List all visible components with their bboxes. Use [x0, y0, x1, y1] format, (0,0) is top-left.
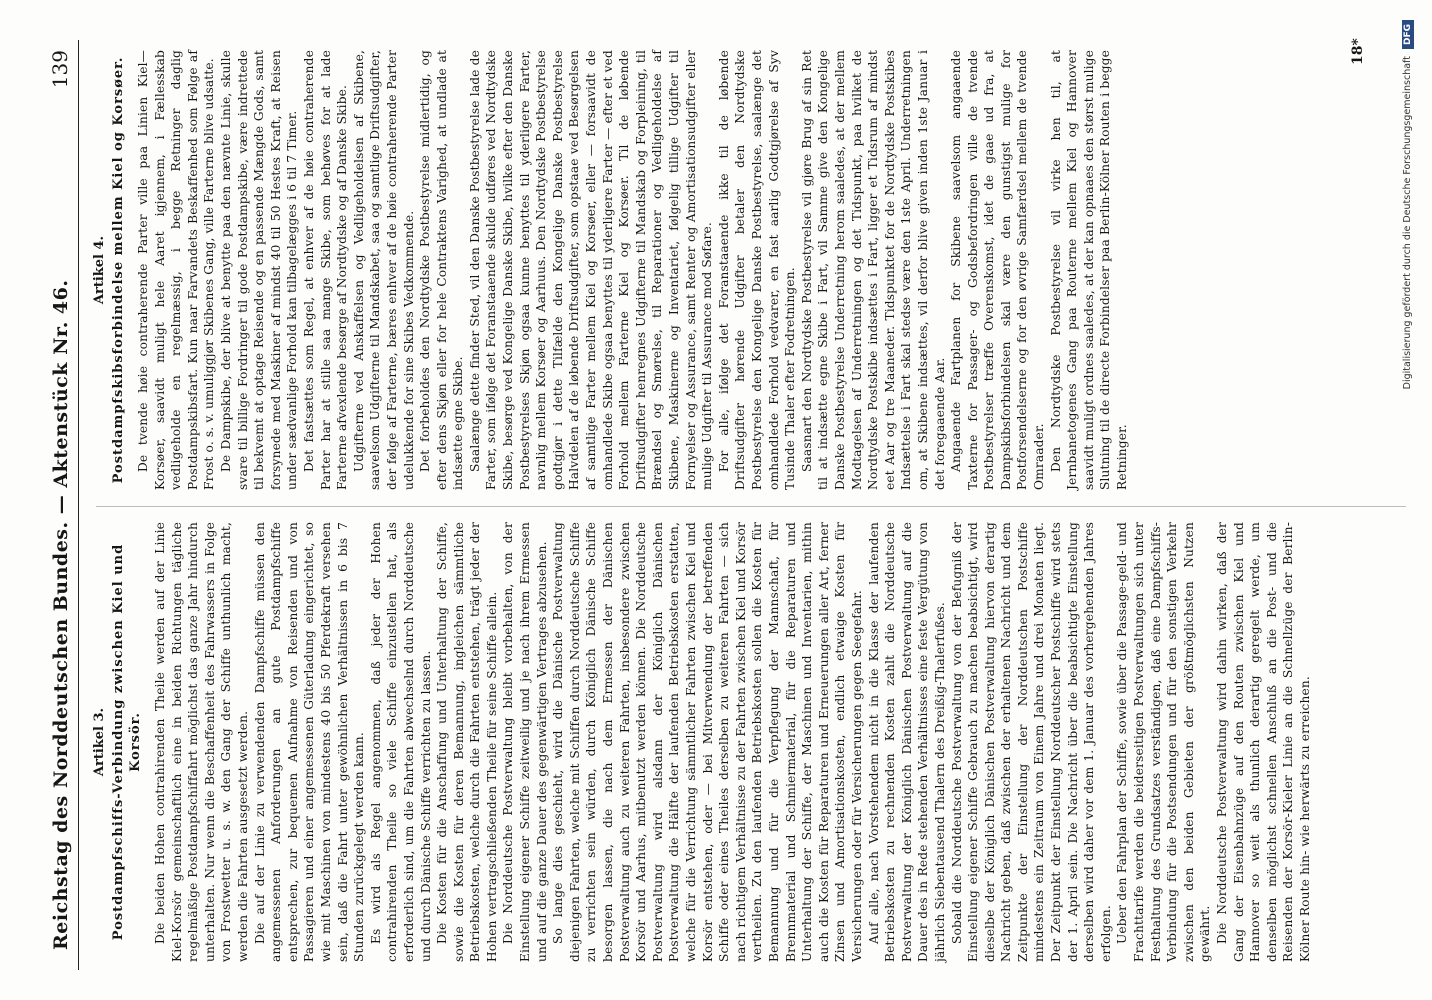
paragraph: Angaaende Fartplanen for Skibene saavelsom angaaende Taxterne for Passager- og Godsbefordringen ville de tvende Postbestyrelser træffe Overenskomst, idet de gaae ud fra, at Dampskibsforbindelsen skal være den gunstigst mulige for Postforsendelserne og for den øvrige Samfærdsel mellem de tvende Omraader.	[949, 50, 1047, 490]
danish-column	[92, 50, 1131, 490]
paragraph: Ueber den Fahrplan der Schiffe, sowie über die Passage-geld- und Frachttarife werden die beiderseitigen Postverwaltungen sich unter Festhaltung des Grundsatzes verständigen, daß eine Dampfschiffs-Verbindung für die Postsendungen und für den sonstigen Verkehr zwischen den beiden Gebieten der größtmöglichsten Nutzen gewährt.	[1115, 522, 1213, 962]
paragraph: Det fastsættes som Regel, at enhver af de høie contraherende Parter har at stille saa mange Skibe, som behøves for at lade Farterne afvexlende besørge af Nordtydske og af Danske Skibe.	[301, 50, 350, 490]
paragraph: Den Nordtydske Postbestyrelse vil virke hen til, at Jernbanetogenes Gang paa Routerne mellem Kiel og Hannover saavidt muligt ordnes saaledes, at der kan opnaaes den størst mulige Slutning til de directe Forbindelser paa Berlin-Kölner Routen i begge Retninger.	[1048, 50, 1130, 490]
dfg-logo: DFG	[1402, 20, 1414, 49]
paragraph: Die auf der Linie zu verwendenden Dampfschiffe müssen den angemessenen Anforderungen an gute Postdampfschiffe entsprechen, zur bequemen Aufnahme von Reisenden und von Passagieren und einer angemessenen Güterladung eingerichtet, so wie mit Maschinen von mindestens 40 bis 50 Pferdekraft versehen sein, daß die Fahrt unter gewöhnlichen Verhältnissen in 6 bis 7 Stunden zurückgelegt werden kann.	[252, 522, 367, 962]
paragraph: Die Norddeutsche Postverwaltung bleibt vorbehalten, von der Einstellung eigener Schiffe zeitweilig und je nach ihrem Ermessen und auf die ganze Dauer des gegenwärtigen Vertrages abzusehen.	[501, 522, 549, 962]
page-number: 139	[48, 50, 72, 89]
paragraph: De tvende høie contraherende Parter ville paa Linien Kiel—Korsøer, saavidt muligt hele Aaret igjennem, i Fællesskab vedligeholde en regelmæssig, i begge Retninger daglig Postdampskibsfart. Kun naar Farvandets Beskaffenhed som Følge af Frost o. s. v. umuliggjør Skibenes Gang, ville Farterne blive udsatte.	[136, 50, 217, 490]
paragraph: Saalænge dette finder Sted, vil den Danske Postbestyrelse lade de Farter, som ifølge det Foranstaaende skulde udføres ved Nordtydske Skibe, besørge ved Kongelige Danske Skibe, hvilke efter den Danske Postbestyrelses Skjøn ogsaa kunne benyttes til yderligere Farter, navnlig mellem Korsøer og Aarhuus. Den Nordtydske Postbestyrelse godtgjør i dette Tilfælde den Kongelige Danske Postbestyrelse Halvdelen af de løbende Driftsudgifter, som opstaae ved Besørgelsen af samtlige Farter mellem Kiel og Korsøer, eller — forsaavidt de omhandlede Skibe ogsaa benyttes til yderligere Farter — efter et ved Forhold mellem Farterne Kiel og Korsøer. Til de løbende Driftsudgifter henregnes Udgifterne til Mandskab og Forpleining, til Brændsel og Smørelse, til Reparationer og Vedligeholdelse af Skibene, Maskinerne og Inventariet, følgelig tillige Udgifter til Fornyelser og Assurance, samt Renter og Amortisationsudgifter eller mulige Udgifter til Assurance mod Søfare.	[467, 50, 715, 490]
paragraph: De Dampskibe, der blive at benytte paa den nævnte Linie, skulle svare til billige Fordringer til gode Postdampskibe, være indrettede til bekvemt at optage Reisende og en passende Mængde Gods, samt forsynede med Maskiner af mindst 40 til 50 Hestes Kraft, at Reisen under sædvanlige Forhold kan tilbagelægges i 6 til 7 Timer.	[218, 50, 300, 490]
digitization-footer	[1402, 20, 1414, 980]
paragraph: Det forbeholdes den Nordtydske Postbestyrelse midlertidig, og efter dens Skjøn eller for hele Contraktens Varighed, at undlade at indsætte egne Skibe.	[418, 50, 466, 490]
digitization-note: Digitalisierung gefördert durch die Deutsche Forschungsgemeinschaft	[1402, 56, 1413, 390]
paragraph: Die Kosten für die Anschaffung und Unterhaltung der Schiffe, sowie die Kosten für deren Bemannung, ingleichen sämmtliche Betriebskosten, welche durch die Fahrten entstehen, trägt jeder der Hohen vertragschließenden Theile für seine Schiffe allein.	[435, 522, 499, 962]
paragraph: For alle, ifølge det Foranstaaende ikke til de løbende Driftsudgifter hørende Udgifter betaler den Nordtydske Postbestyrelse den Kongelige Danske Postbestyrelse, saalænge det omhandlede Forhold vedvarer, en fast aarlig Godtgjørelse af Syv Tusinde Thaler efter Fodretningen.	[716, 50, 798, 490]
paragraph: Sobald die Norddeutsche Postverwaltung von der Befugniß der Einstellung eigener Schiffe Gebrauch zu machen beabsichtigt, wird dieselbe der Königlich Dänischen Postverwaltung hiervon derartig Nachricht geben, daß zwischen der erhaltenen Nachricht und dem Zeitpunkte der Einstellung der Norddeutschen Postschiffe mindestens ein Zeitraum von Einem Jahre und drei Monaten liegt. Der Zeitpunkt der Einstellung Norddeutscher Postschiffe wird stets der 1. April sein. Die Nachricht über die beabsichtigte Einstellung derselben wird daher vor dem 1. Januar des vorhergehenden Jahres erfolgen.	[949, 522, 1113, 962]
article-heading-german: Artikel 3.	[92, 707, 107, 777]
section-title-danish: Postdampfskibsforbindelse mellem Kiel og Korsøer.	[111, 56, 126, 484]
paragraph: Die beiden Hohen contrahirenden Theile werden auf der Linie Kiel-Korsör gemeinschaftlich eine in beiden Richtungen tägliche regelmäßige Postdampfschiffahrt möglichst das ganze Jahr hindurch unterhalten. Nur wenn die Beschaffenheit des Fahrwassers in Folge von Frostwetter u. s. w. den Gang der Schiffe unthunlich macht, werden die Fahrten ausgesetzt werden.	[153, 522, 250, 962]
section-title-german: Postdampfschiffs-Verbindung zwischen Kiel und Korsör.	[111, 543, 143, 941]
signature-mark: 18*	[1350, 38, 1366, 65]
article-heading-danish: Artikel 4.	[92, 235, 107, 305]
paragraph: Auf alle, nach Vorstehendem nicht in die Klasse der laufenden Betriebskosten zu rechnenden Kosten zahlt die Norddeutsche Postverwaltung der Königlich Dänischen Postverwaltung auf die Dauer des in Rede stehenden Verhältnisses eine feste Vergütung von jährlich Siebentausend Thalern des Dreißig-Thalerfußes.	[866, 522, 947, 962]
paragraph: Es wird als Regel angenommen, daß jeder der Hohen contrahirenden Theile so viele Schiffe einzustellen hat, als erforderlich sind, um die Fahrten abwechselnd durch Norddeutsche und durch Dänische Schiffe verrichten zu lassen.	[368, 522, 433, 962]
page-header	[44, 40, 79, 970]
german-column	[92, 522, 1314, 962]
paragraph: Saasnart den Nordtydske Postbestyrelse vil gjøre Brug af sin Ret til at indsætte egne Skibe i Fart, vil Samme give den Kongelige Danske Postbestyrelse Underretning herom saaledes, at der mellem Modtagelsen af Underretningen og det Tidspunkt, paa hvilket de Nordtydske Postskibe indsættes i Fart, ligger et Tidsrum af mindst eet Aar og tre Maaneder. Tidspunktet for de Nordtydske Postskibes Indsættelse i Fart skal stedse være den 1ste April. Underretningen om, at Skibene indsættes, vil derfor blive given inden 1ste Januar i det foregaaende Aar.	[799, 50, 947, 490]
paragraph: Die Norddeutsche Postverwaltung wird dahin wirken, daß der Gang der Eisenbahnzüge auf den Routen zwischen Kiel und Hannover so weit als thunlich derartig geregelt werde, um denselben möglichst schnellen Anschluß an die Post- und die Reisenden der Korsör-Kieler Linie an die Schnellzüge der Berlin-Kölner Route hin- wie herwärts zu erreichen.	[1215, 522, 1312, 962]
paragraph: Udgifterne ved Anskaffelsen og Vedligeholdelsen af Skibene, saavelsom Udgifterne til Mandskabet, saa og samtlige Driftsudgifter, der følge af Farterne, bæres enhver af de høie contraherende Parter udelukkende for sine Skibes Vedkommende.	[351, 50, 416, 490]
paragraph: So lange dies geschieht, wird die Dänische Postverwaltung diejenigen Fahrten, welche mit Schiffen durch Norddeutsche Schiffe zu verrichten sein würden, durch Königlich Dänische Schiffe besorgen lassen, die nach dem Ermessen der Dänischen Postverwaltung auch zu weiteren Fahrten, insbesondere zwischen Korsör und Aarhus, mitbenutzt werden können. Die Norddeutsche Postverwaltung wird alsdann der Königlich Dänischen Postverwaltung die Hälfte der laufenden Betriebskosten erstatten, welche für die Verrichtung sämmtlicher Fahrten zwischen Kiel und Korsör entstehen, oder — bei Mitverwendung der betreffenden Schiffe oder eines Theiles derselben zu weiteren Fahrten — sich nach richtigem Verhältnisse zu der Fahrten zwischen Kiel und Korsör vertheilen. Zu den laufenden Betriebskosten sollen die Kosten für Bemannung und für die Verpflegung der Mannschaft, für Brennmaterial und Schmiermaterial, für die Reparaturen und Unterhaltung der Schiffe, der Maschinen und Inventarien, mithin auch die Kosten für Reparaturen und Erneuerungen aller Art, ferner Zinsen und Amortisationskosten, endlich etwaige Kosten für Versicherungen oder für Versicherungen gegen Seegefahr.	[551, 522, 864, 962]
column-divider	[96, 506, 1406, 507]
running-title: Reichstag des Norddeutschen Bundes. — Aktenstück Nr. 46.	[50, 279, 72, 950]
